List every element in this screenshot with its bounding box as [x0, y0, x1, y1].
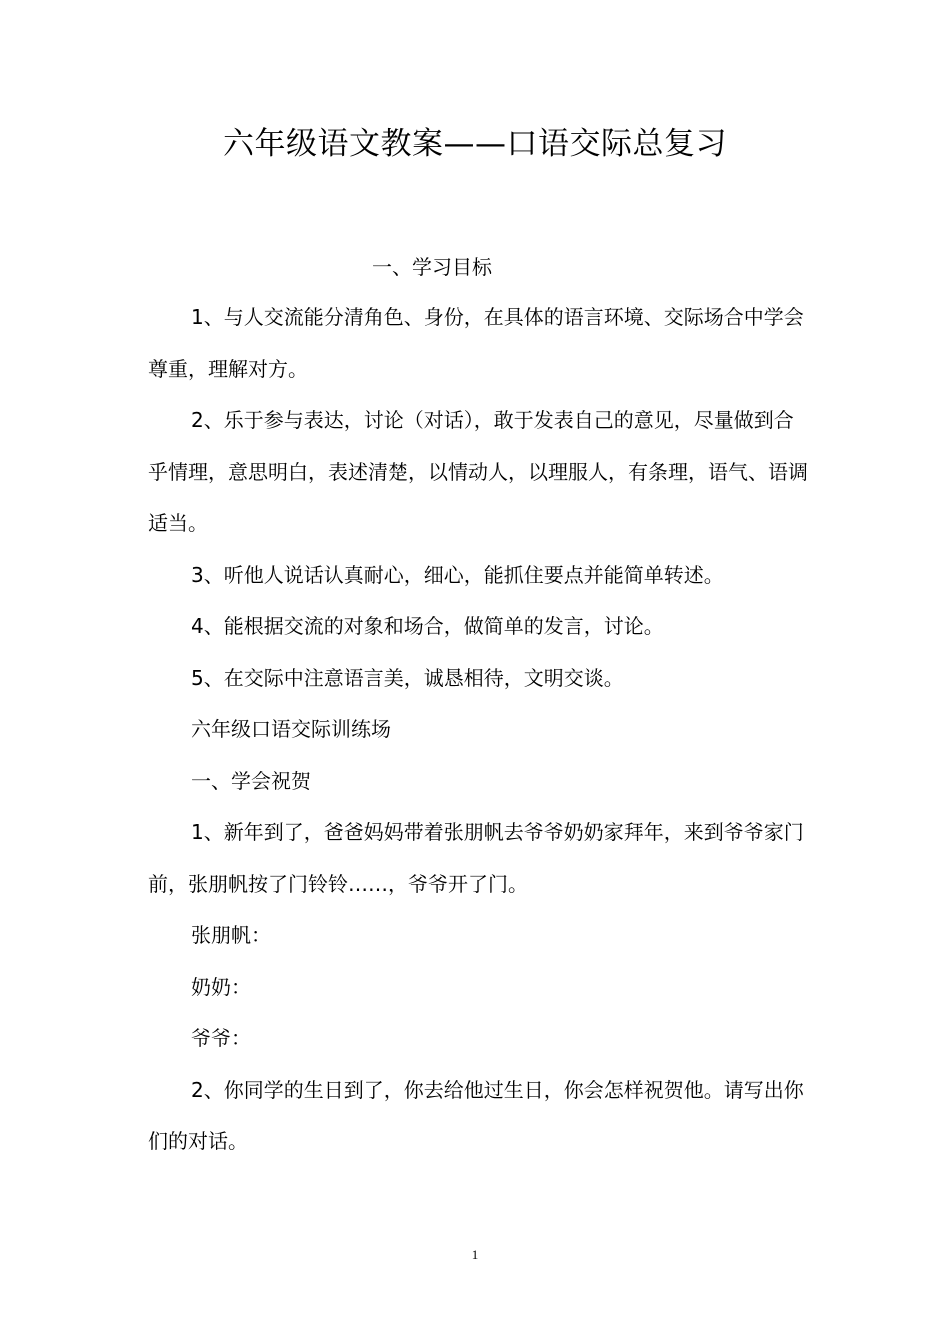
paragraph-goal-1: 1、与人交流能分清角色、身份，在具体的语言环境、交际场合中学会尊重，理解对方。	[148, 305, 804, 381]
paragraph-goal-3: 3、听他人说话认真耐心，细心，能抓住要点并能简单转述。	[191, 562, 724, 587]
document-body	[148, 292, 808, 1168]
paragraph-goal-5: 5、在交际中注意语言美，诚恳相待，文明交谈。	[191, 665, 624, 690]
exercise-1-prompt: 1、新年到了，爸爸妈妈带着张朋帆去爷爷奶奶家拜年，来到爷爷家门前，张朋帆按了门铃铃……，爷爷开了门。	[148, 820, 804, 896]
section-heading-learning-goals: 一、学习目标	[372, 255, 492, 279]
exercise-2-prompt: 2、你同学的生日到了，你去给他过生日，你会怎样祝贺他。请写出你们的对话。	[148, 1077, 804, 1153]
dialogue-line-grandma: 奶奶：	[191, 974, 251, 999]
page-number: 1	[471, 1247, 479, 1262]
subsection-heading-congratulate: 一、学会祝贺	[191, 768, 311, 793]
paragraph-goal-2: 2、乐于参与表达，讨论（对话），敢于发表自己的意见，尽量做到合乎情理，意思明白，表述清楚，以情动人，以理服人，有条理，语气、语调适当。	[148, 408, 808, 535]
dialogue-line-zhang-pengfan: 张朋帆：	[191, 923, 271, 947]
paragraph-goal-4: 4、能根据交流的对象和场合，做简单的发言，讨论。	[191, 614, 664, 638]
training-heading: 六年级口语交际训练场	[191, 717, 391, 741]
dialogue-line-grandpa: 爷爷：	[191, 1026, 251, 1050]
document-title: 六年级语文教案——口语交际总复习	[223, 126, 727, 162]
